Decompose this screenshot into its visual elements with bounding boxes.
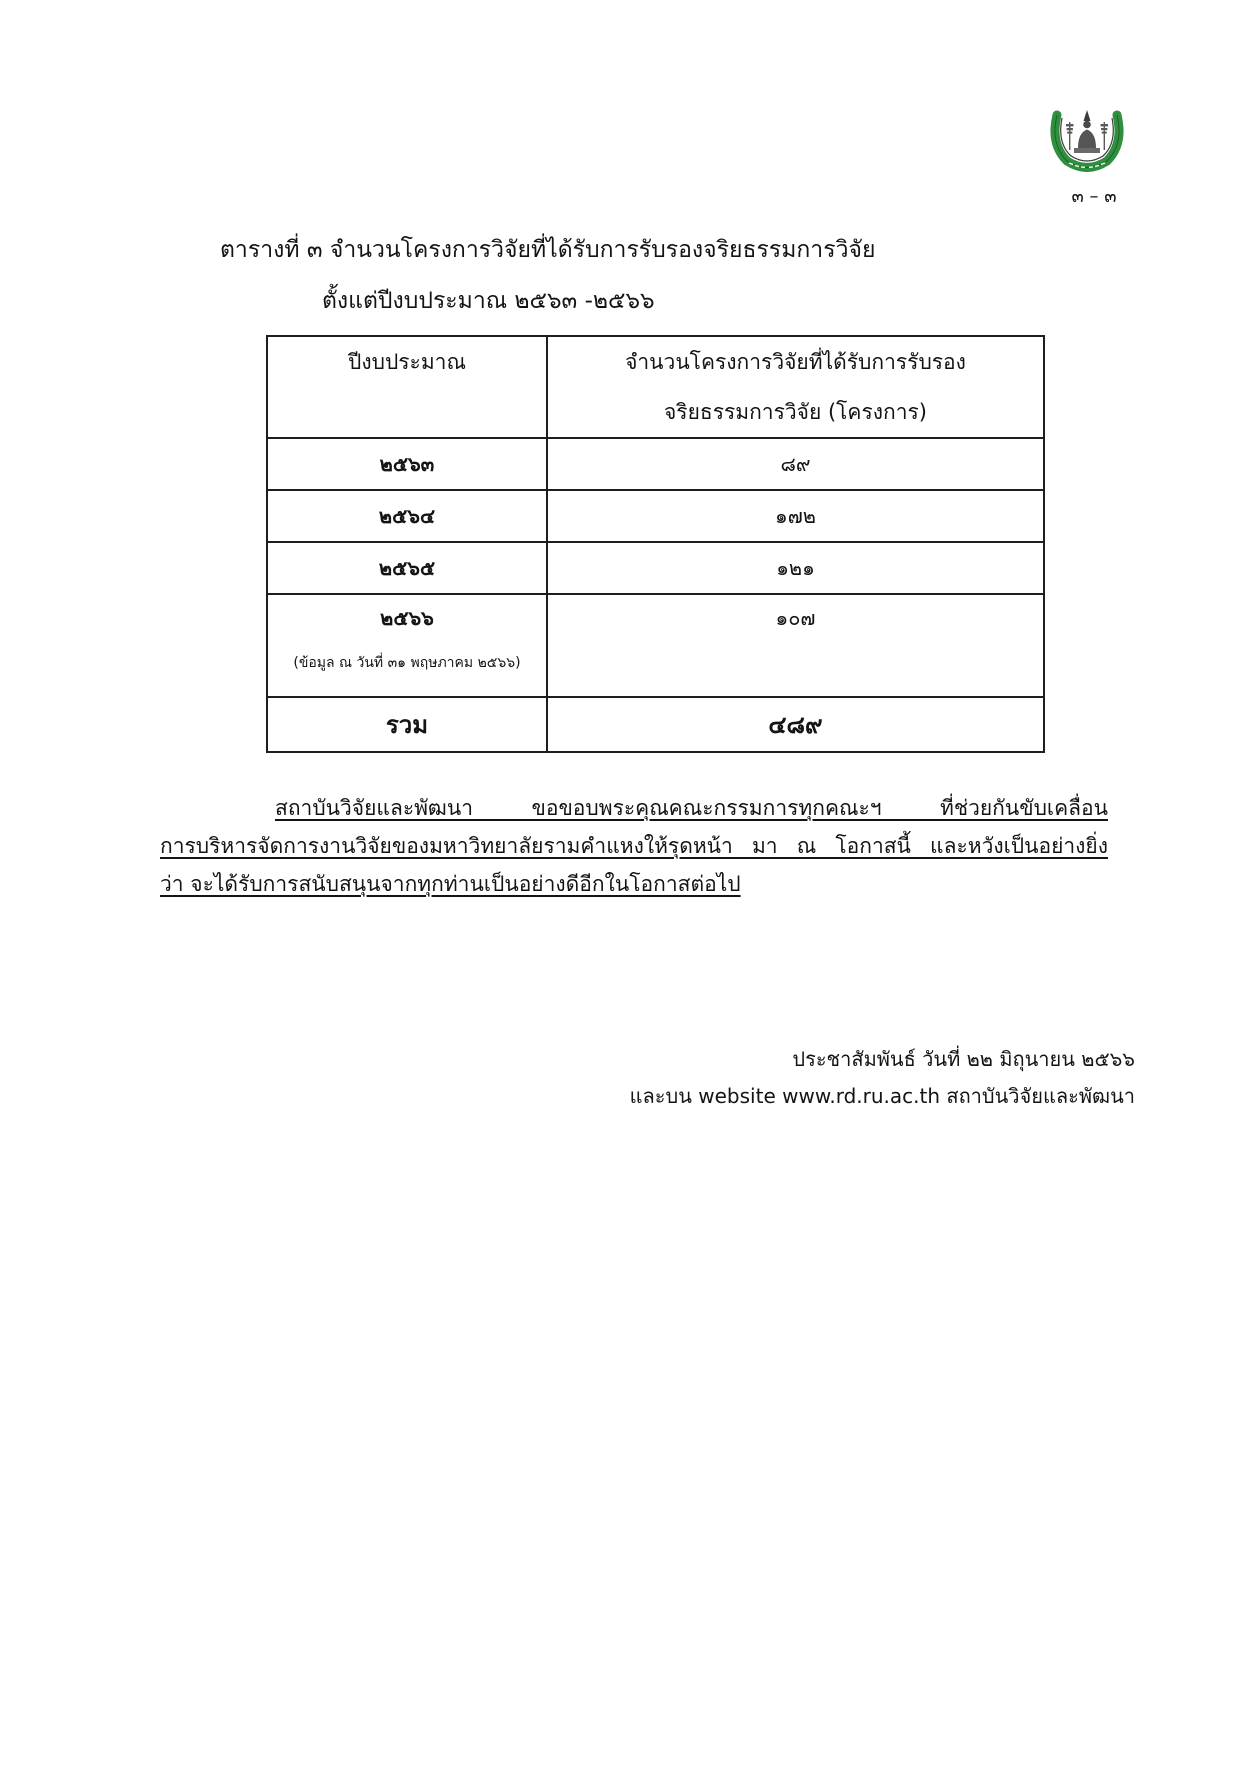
count-cell [547, 594, 1044, 697]
university-emblem-graphic [1048, 106, 1126, 174]
table-total-row [267, 697, 1044, 752]
year-cell: ๒๕๖๓ [267, 438, 547, 490]
publication-note [630, 1041, 1135, 1115]
count-value: ๑๐๗ [775, 606, 816, 630]
ethics-approval-table [266, 335, 1045, 753]
header-count-line1: จำนวนโครงการวิจัยที่ได้รับการรับรอง [625, 350, 966, 374]
year-value: ๒๕๖๖ [380, 606, 434, 630]
year-cell [267, 594, 547, 697]
emblem-crown [1084, 110, 1091, 121]
table-title: ตารางที่ ๓ จำนวนโครงการวิจัยที่ได้รับการรับรองจริยธรรมการวิจัย [220, 237, 876, 263]
header-year-cell [267, 336, 547, 438]
year-cell: ๒๕๖๕ [267, 542, 547, 594]
table-row [267, 438, 1044, 490]
table-row [267, 490, 1044, 542]
header-count-line2: จริยธรรมการวิจัย (โครงการ) [663, 400, 927, 424]
table-header-row [267, 336, 1044, 438]
emblem-figure [1078, 130, 1096, 149]
count-cell: ๑๗๒ [547, 490, 1044, 542]
emblem-head [1083, 121, 1091, 129]
emblem-left-parasol [1066, 122, 1074, 150]
data-date-note: (ข้อมูล ณ วันที่ ๓๑ พฤษภาคม ๒๕๖๖) [293, 655, 521, 671]
table-subtitle: ตั้งแต่ปีงบประมาณ ๒๕๖๓ -๒๕๖๖ [322, 288, 655, 314]
header-count-cell [547, 336, 1044, 438]
emblem-right-parasol [1101, 122, 1109, 150]
total-label: รวม [267, 697, 547, 752]
university-emblem-icon [1048, 106, 1126, 174]
total-count: ๔๘๙ [547, 697, 1044, 752]
header-year: ปีงบประมาณ [348, 350, 466, 374]
table-row [267, 594, 1044, 697]
emblem-throne [1074, 148, 1100, 153]
count-cell: ๑๒๑ [547, 542, 1044, 594]
publication-website: และบน website www.rd.ru.ac.th สถาบันวิจัยและพัฒนา [629, 1084, 1135, 1108]
acknowledgement-paragraph [160, 789, 1108, 903]
page-number: ๓ – ๓ [1071, 186, 1117, 207]
table-row [267, 542, 1044, 594]
year-cell: ๒๕๖๔ [267, 490, 547, 542]
paragraph-line: ว่า จะได้รับการสนับสนุนจากทุกท่านเป็นอย่างดีอีกในโอกาสต่อไป [160, 872, 741, 896]
paragraph-line: สถาบันวิจัยและพัฒนา ขอขอบพระคุณคณะกรรมการทุกคณะฯ ที่ช่วยกันขับเคลื่อน [275, 796, 1108, 820]
publication-date: ประชาสัมพันธ์ วันที่ ๒๒ มิถุนายน ๒๕๖๖ [792, 1047, 1135, 1071]
count-cell: ๘๙ [547, 438, 1044, 490]
paragraph-line: การบริหารจัดการงานวิจัยของมหาวิทยาลัยรามคำแหงให้รุดหน้า มา ณ โอกาสนี้ และหวังเป็นอย่างยิ่ง [160, 834, 1108, 858]
